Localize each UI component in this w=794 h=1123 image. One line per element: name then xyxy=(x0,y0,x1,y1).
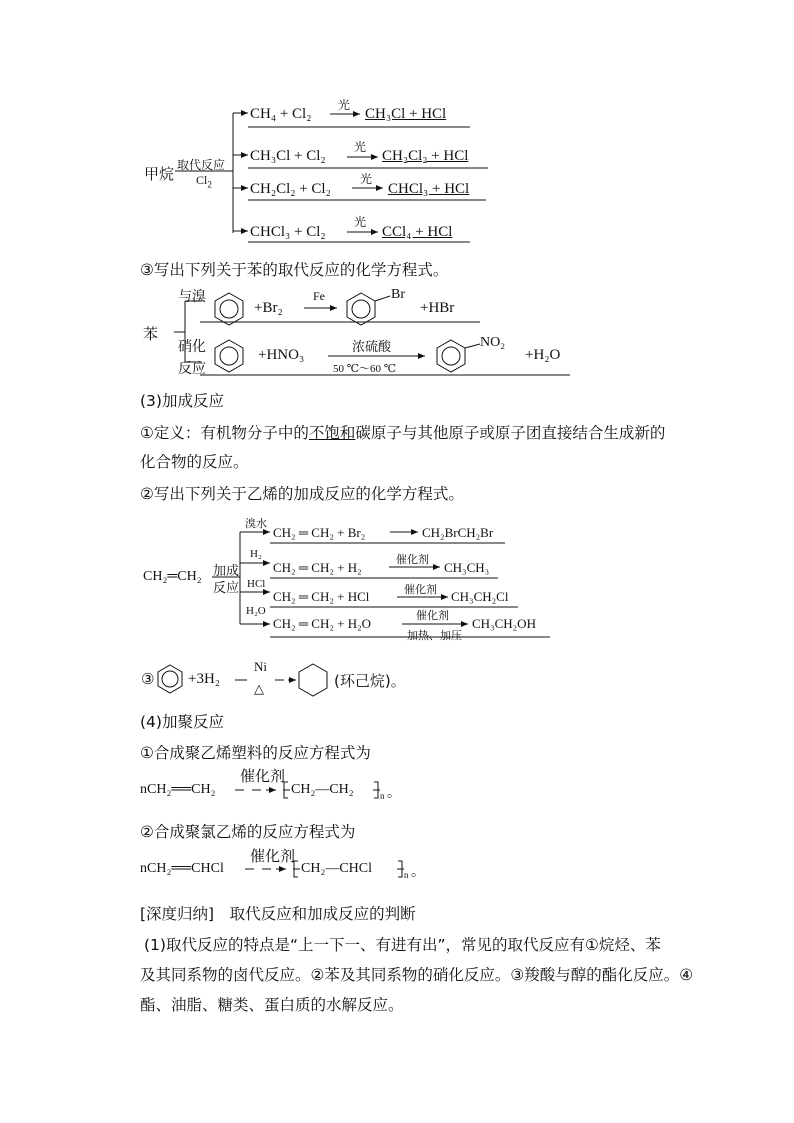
polyethylene-end: 。 xyxy=(387,785,401,801)
ethylene-b4-catalyst: 催化剂 xyxy=(416,609,449,622)
benzene-branch-nitration-a: 硝化 xyxy=(178,339,206,355)
pvc-end: 。 xyxy=(411,864,425,880)
benzene-r1-substituent: Br xyxy=(391,287,405,302)
ethylene-b3-catalyst: 催化剂 xyxy=(404,583,437,596)
benzene-r2-substituent: NO₂ xyxy=(480,335,506,350)
pvc-n: n xyxy=(404,870,409,880)
pvc-product: CH₂—CHCl xyxy=(301,861,373,876)
hydro-heat: △ xyxy=(254,682,264,697)
ethylene-b2-eq: CH₂ ═ CH₂ + H₂ xyxy=(273,560,362,575)
ethylene-b4-eq: CH₂ ═ CH₂ + H₂O xyxy=(273,616,372,631)
benzene-r1-product: +HBr xyxy=(420,300,455,316)
polyethylene-product: CH₂—CH₂ xyxy=(291,782,354,797)
light-label: 光 xyxy=(354,215,367,229)
methane-eq3-left: CH₂Cl₂ + Cl₂ xyxy=(250,181,331,197)
ethylene-b3-prod: CH₃CH₂Cl xyxy=(451,589,509,604)
summary-line-1: (1)取代反应的特点是“上一下一、有进有出”，常见的取代反应有①烷烃、苯 xyxy=(144,936,661,954)
ethylene-b2-label: H₂ xyxy=(250,548,262,560)
benzene-r2-catalyst: 浓硫酸 xyxy=(352,340,392,355)
benzene-r1-catalyst: Fe xyxy=(313,289,325,303)
ethylene-b1-label: 溴水 xyxy=(245,517,267,530)
methane-eq1-right: CH₃Cl + HCl xyxy=(365,106,447,122)
section-addition-title: (3)加成反应 xyxy=(140,392,224,410)
benzene-r1-plus: +Br₂ xyxy=(254,300,283,316)
ethylene-cond-b: 反应 xyxy=(213,581,240,596)
methane-eq4-left: CHCl₃ + Cl₂ xyxy=(250,224,326,240)
addition-definition-line1: ①定义：有机物分子中的不饱和碳原子与其他原子或原子团直接结合生成新的 xyxy=(140,424,666,442)
polyethylene-n: n xyxy=(380,791,385,801)
hydro-number: ③ xyxy=(141,670,155,688)
methane-eq3-right: CHCl₃ + HCl xyxy=(388,181,470,197)
ethylene-b4-label: H₂O xyxy=(246,605,266,617)
light-label: 光 xyxy=(338,98,351,112)
summary-title: [深度归纳] 取代反应和加成反应的判断 xyxy=(140,905,416,923)
benzene-label: 苯 xyxy=(143,325,159,343)
benzene-branch-nitration-b: 反应 xyxy=(178,361,206,377)
summary-line-2: 及其同系物的卤代反应。②苯及其同系物的硝化反应。③羧酸与醇的酯化反应。④ xyxy=(140,966,694,984)
ethylene-b2-prod: CH₃CH₃ xyxy=(444,560,490,575)
methane-cond-top: 取代反应 xyxy=(177,158,226,172)
polyethylene-catalyst: 催化剂 xyxy=(240,767,286,785)
methane-eq4-right: CCl₄ + HCl xyxy=(382,224,453,240)
hydro-catalyst: Ni xyxy=(254,659,267,674)
pvc-title: ②合成聚氯乙烯的反应方程式为 xyxy=(140,823,356,841)
ethylene-label: CH₂═CH₂ xyxy=(143,569,202,584)
light-label: 光 xyxy=(354,140,367,154)
ethylene-cond-a: 加成 xyxy=(213,564,240,579)
ethylene-b1-prod: CH₂BrCH₂Br xyxy=(422,525,494,540)
methane-eq2-left: CH₃Cl + Cl₂ xyxy=(250,148,326,164)
pvc-catalyst: 催化剂 xyxy=(250,847,296,865)
hydro-reagent: +3H₂ xyxy=(188,671,221,687)
ethylene-b2-catalyst: 催化剂 xyxy=(396,553,429,566)
hydro-product-name: (环己烷)。 xyxy=(334,672,406,690)
polyethylene-title: ①合成聚乙烯塑料的反应方程式为 xyxy=(140,744,371,762)
question-benzene: ③写出下列关于苯的取代反应的化学方程式。 xyxy=(140,261,449,279)
section-polymerization-title: (4)加聚反应 xyxy=(140,713,224,731)
methane-eq2-right: CH₂Cl₂ + HCl xyxy=(382,148,469,164)
methane-label: 甲烷 xyxy=(144,165,175,183)
light-label: 光 xyxy=(360,172,373,186)
ethylene-b1-eq: CH₂ ═ CH₂ + Br₂ xyxy=(273,525,366,540)
benzene-r2-product: +H₂O xyxy=(525,347,561,363)
ethylene-b4-prod: CH₃CH₂OH xyxy=(472,616,536,631)
methane-eq1-left: CH₄ + Cl₂ xyxy=(250,106,312,122)
ethylene-b3-label: HCl xyxy=(247,578,266,590)
ethylene-b4-condition: 加热、加压 xyxy=(407,629,462,642)
benzene-branch-bromine: 与溴 xyxy=(178,289,206,305)
question-ethylene: ②写出下列关于乙烯的加成反应的化学方程式。 xyxy=(140,485,464,503)
benzene-r2-temperature: 50 ℃～60 ℃ xyxy=(333,363,397,375)
summary-line-3: 酯、油脂、糖类、蛋白质的水解反应。 xyxy=(140,996,404,1014)
ethylene-b3-eq: CH₂ ═ CH₂ + HCl xyxy=(273,589,370,604)
benzene-r2-plus: +HNO₃ xyxy=(258,347,305,363)
polyethylene-reactant: nCH₂══CH₂ xyxy=(140,782,216,797)
methane-cond-bot: $Cl_2$ xyxy=(196,173,212,190)
addition-definition-line2: 化合物的反应。 xyxy=(140,453,249,471)
pvc-reactant: nCH₂══CHCl xyxy=(140,861,224,876)
